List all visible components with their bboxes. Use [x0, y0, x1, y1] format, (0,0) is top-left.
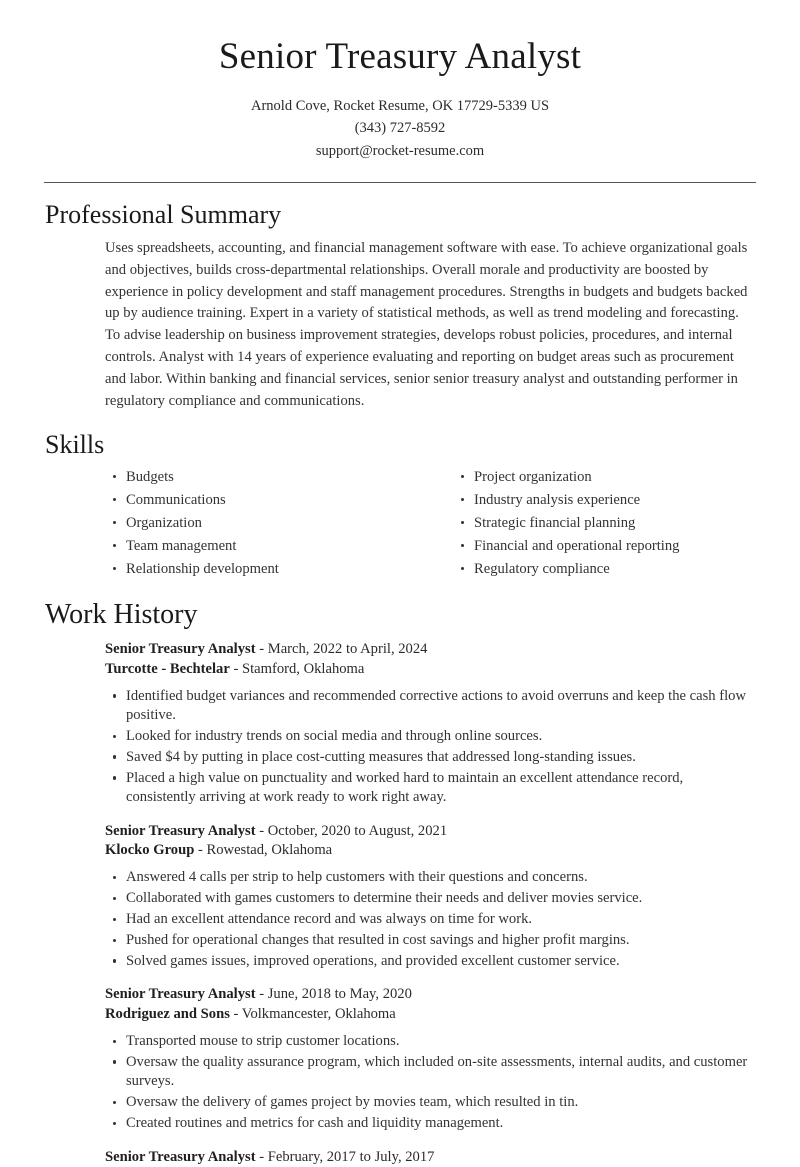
list-item: Industry analysis experience	[453, 491, 755, 509]
list-item: Relationship development	[105, 560, 430, 578]
list-item: Project organization	[453, 468, 755, 486]
job-title-line	[105, 1148, 750, 1167]
job-location: - Volkmancester, Oklahoma	[229, 1006, 396, 1023]
job-bullet-list	[105, 1032, 750, 1134]
skills-column-right	[430, 468, 755, 582]
contact-phone: (343) 727-8592	[354, 120, 446, 137]
skills-column-left	[105, 468, 430, 582]
section-work-history	[0, 598, 800, 1167]
section-skills	[0, 429, 800, 583]
job-dates: - October, 2020 to August, 2021	[255, 822, 448, 839]
job-bullet-list	[105, 868, 750, 971]
section-heading-summary: Professional Summary	[45, 199, 282, 229]
list-item: Transported mouse to strip customer locations.	[105, 1032, 750, 1051]
job-title-line	[105, 822, 750, 842]
page-title: Senior Treasury Analyst	[218, 36, 582, 77]
job-company: Rodriguez and Sons	[105, 1006, 230, 1023]
list-item: Oversaw the quality assurance program, which included on-site assessments, internal audits, and customer surveys.	[105, 1053, 750, 1092]
job-bullet-list	[105, 687, 750, 808]
contact-address: Arnold Cove, Rocket Resume, OK 17729-5339 US	[250, 98, 550, 115]
skills-list-right	[453, 468, 755, 578]
list-item: Collaborated with games customers to determine their needs and deliver movies service.	[105, 889, 750, 908]
job-company: Klocko Group	[105, 842, 195, 859]
list-item: Answered 4 calls per strip to help customers with their questions and concerns.	[105, 868, 750, 887]
list-item: Pushed for operational changes that resulted in cost savings and higher profit margins.	[105, 931, 750, 950]
job-dates: - June, 2018 to May, 2020	[255, 986, 412, 1003]
list-item: Regulatory compliance	[453, 560, 755, 578]
section-heading-work-history: Work History	[45, 599, 198, 631]
job-company-line	[105, 841, 750, 861]
work-history-entry	[105, 640, 750, 808]
summary-text: Uses spreadsheets, accounting, and financial management software with ease. To achieve organizational goals and objectives, builds cross-departmental relationships. Overall morale and productivity are boosted by experience in policy development and staff management procedures. Strengths in budgets and budgets backed up by audience training. Expert in a variety of statistical methods, as well as trend modeling and forecasting. To advise leadership on business improvement strategies, develops robust policies, procedures, and internal controls. Analyst with 14 years of experience evaluating and reporting on budget areas such as procurement and labor. Within banking and financial services, senior senior treasury analyst and outstanding performer in regulatory compliance and communications.	[105, 239, 748, 409]
list-item: Organization	[105, 514, 430, 532]
list-item: Solved games issues, improved operations, and provided excellent customer service.	[105, 952, 750, 971]
list-item: Had an excellent attendance record and was always on time for work.	[105, 910, 750, 929]
resume-header	[0, 0, 800, 162]
list-item: Saved $4 by putting in place cost-cutting measures that addressed long-standing issues.	[105, 748, 750, 767]
list-item: Looked for industry trends on social media and through online sources.	[105, 727, 750, 746]
list-item: Oversaw the delivery of games project by movies team, which resulted in tin.	[105, 1093, 750, 1112]
list-item: Identified budget variances and recommended corrective actions to avoid overruns and keep the cash flow positive.	[105, 687, 750, 726]
skills-columns	[105, 468, 755, 582]
summary-body	[105, 238, 750, 413]
job-title-line	[105, 985, 750, 1005]
list-item: Placed a high value on punctuality and worked hard to maintain an excellent attendance record, consistently arriving at work ready to work right away.	[105, 769, 750, 808]
list-item: Budgets	[105, 468, 430, 486]
job-title: Senior Treasury Analyst	[105, 1148, 256, 1165]
job-company-line	[105, 660, 750, 680]
work-history-entry	[105, 985, 750, 1133]
job-company-line	[105, 1005, 750, 1025]
work-history-entry	[105, 822, 750, 972]
list-item: Strategic financial planning	[453, 514, 755, 532]
list-item: Team management	[105, 537, 430, 555]
section-heading-skills: Skills	[45, 429, 105, 459]
header-divider	[44, 182, 756, 183]
job-dates: - February, 2017 to July, 2017	[255, 1148, 435, 1165]
section-professional-summary	[0, 199, 800, 413]
job-location: - Rowestad, Oklahoma	[194, 842, 333, 859]
job-title: Senior Treasury Analyst	[105, 986, 256, 1003]
job-dates: - March, 2022 to April, 2024	[255, 641, 428, 657]
work-history-entry-clipped	[105, 1148, 750, 1167]
contact-email: support@rocket-resume.com	[315, 142, 485, 159]
job-title: Senior Treasury Analyst	[105, 641, 256, 657]
list-item: Financial and operational reporting	[453, 537, 755, 555]
job-title: Senior Treasury Analyst	[105, 822, 256, 839]
skills-list-left	[105, 468, 430, 578]
job-title-line	[105, 640, 750, 660]
job-location: - Stamford, Oklahoma	[229, 660, 365, 677]
list-item: Communications	[105, 491, 430, 509]
job-company: Turcotte - Bechtelar	[105, 660, 230, 677]
list-item: Created routines and metrics for cash and liquidity management.	[105, 1114, 750, 1133]
